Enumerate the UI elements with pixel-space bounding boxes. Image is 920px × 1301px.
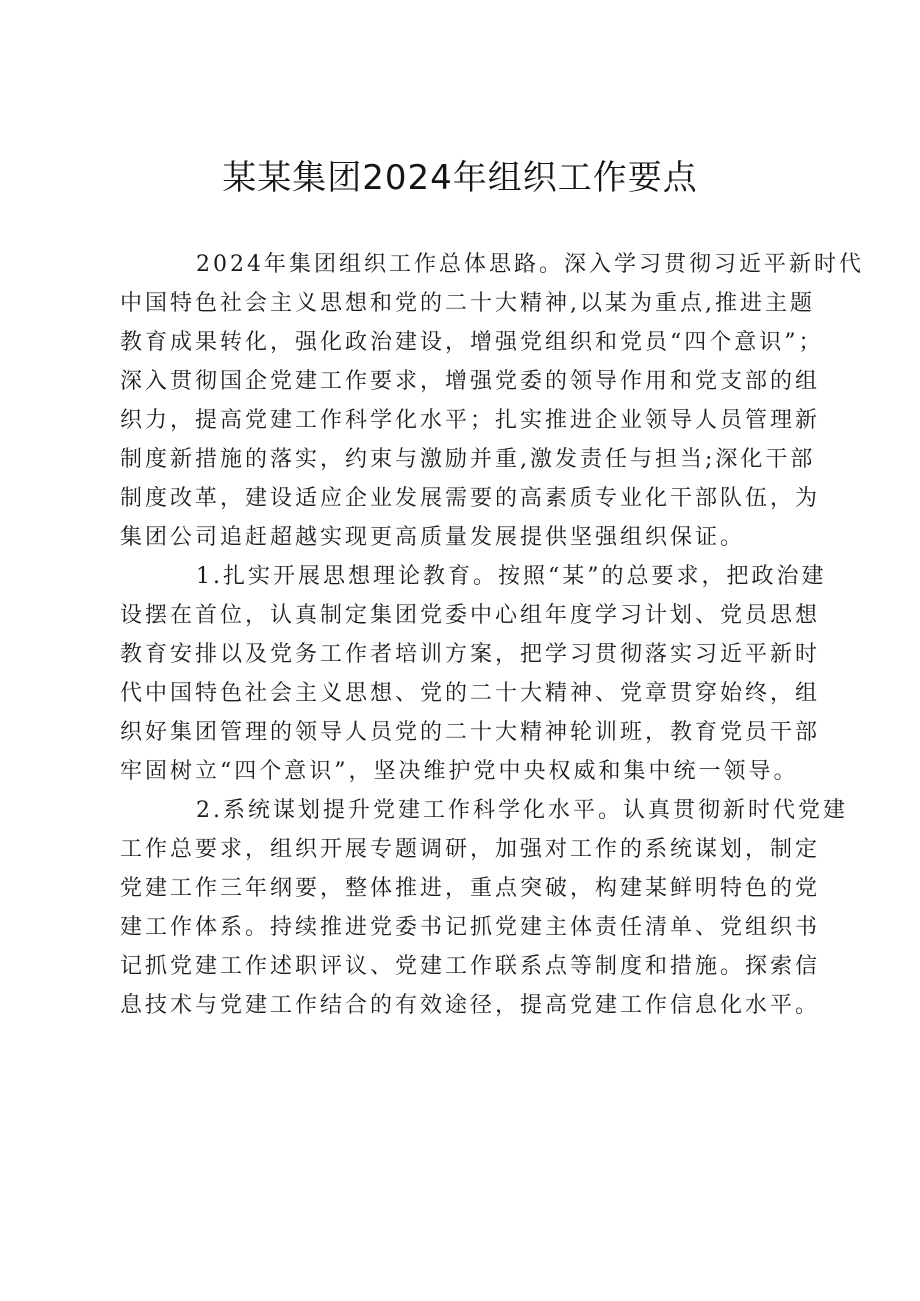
paragraph-line: 代中国特色社会主义思想、党的二十大精神、党章贯穿始终，组 [120,681,821,706]
paragraph-overview [120,245,864,557]
paragraph-line: 深入贯彻国企党建工作要求，增强党委的领导作用和党支部的组 [120,369,821,394]
paragraph-line: 党建工作三年纲要，整体推进，重点突破，构建某鲜明特色的党 [120,876,821,901]
paragraph-line: 记抓党建工作述职评议、党建工作联系点等制度和措施。探索信 [120,954,821,979]
paragraph-line: 织力，提高党建工作科学化水平；扎实推进企业领导人员管理新 [120,408,821,433]
paragraph-line: 教育成果转化，强化政治建设，增强党组织和党员“四个意识”； [120,330,824,355]
document-body [120,245,864,1025]
paragraph-line: 教育安排以及党务工作者培训方案，把学习贯彻落实习近平新时 [120,642,821,667]
paragraph-item-1 [120,557,827,791]
paragraph-line: 工作总要求，组织开展专题调研，加强对工作的系统谋划，制定 [120,837,821,862]
paragraph-line: 设摆在首位，认真制定集团党委中心组年度学习计划、党员思想 [120,603,821,628]
paragraph-line: 制度改革，建设适应企业发展需要的高素质专业化干部队伍，为 [120,486,821,511]
paragraph-line: 牢固树立“四个意识”，坚决维护党中央权威和集中统一领导。 [120,759,799,784]
paragraph-line: 1.扎实开展思想理论教育。按照“某”的总要求，把政治建 [196,564,827,589]
paragraph-line: 制度新措施的落实，约束与激励并重,激发责任与担当;深化干部 [120,447,816,472]
paragraph-line: 中国特色社会主义思想和党的二十大精神,以某为重点,推进主题 [120,291,815,316]
paragraph-line: 织好集团管理的领导人员党的二十大精神轮训班，教育党员干部 [120,720,821,745]
paragraph-line: 建工作体系。持续推进党委书记抓党建主体责任清单、党组织书 [120,915,821,940]
paragraph-line: 集团公司追赶超越实现更高质量发展提供坚强组织保证。 [120,525,746,550]
paragraph-line: 2024年集团组织工作总体思路。深入学习贯彻习近平新时代 [196,252,864,277]
page-title: 某某集团2024年组织工作要点 [222,158,698,198]
paragraph-line: 息技术与党建工作结合的有效途径，提高党建工作信息化水平。 [120,993,821,1018]
paragraph-line: 2.系统谋划提升党建工作科学化水平。认真贯彻新时代党建 [196,798,848,823]
paragraph-item-2 [120,791,848,1025]
